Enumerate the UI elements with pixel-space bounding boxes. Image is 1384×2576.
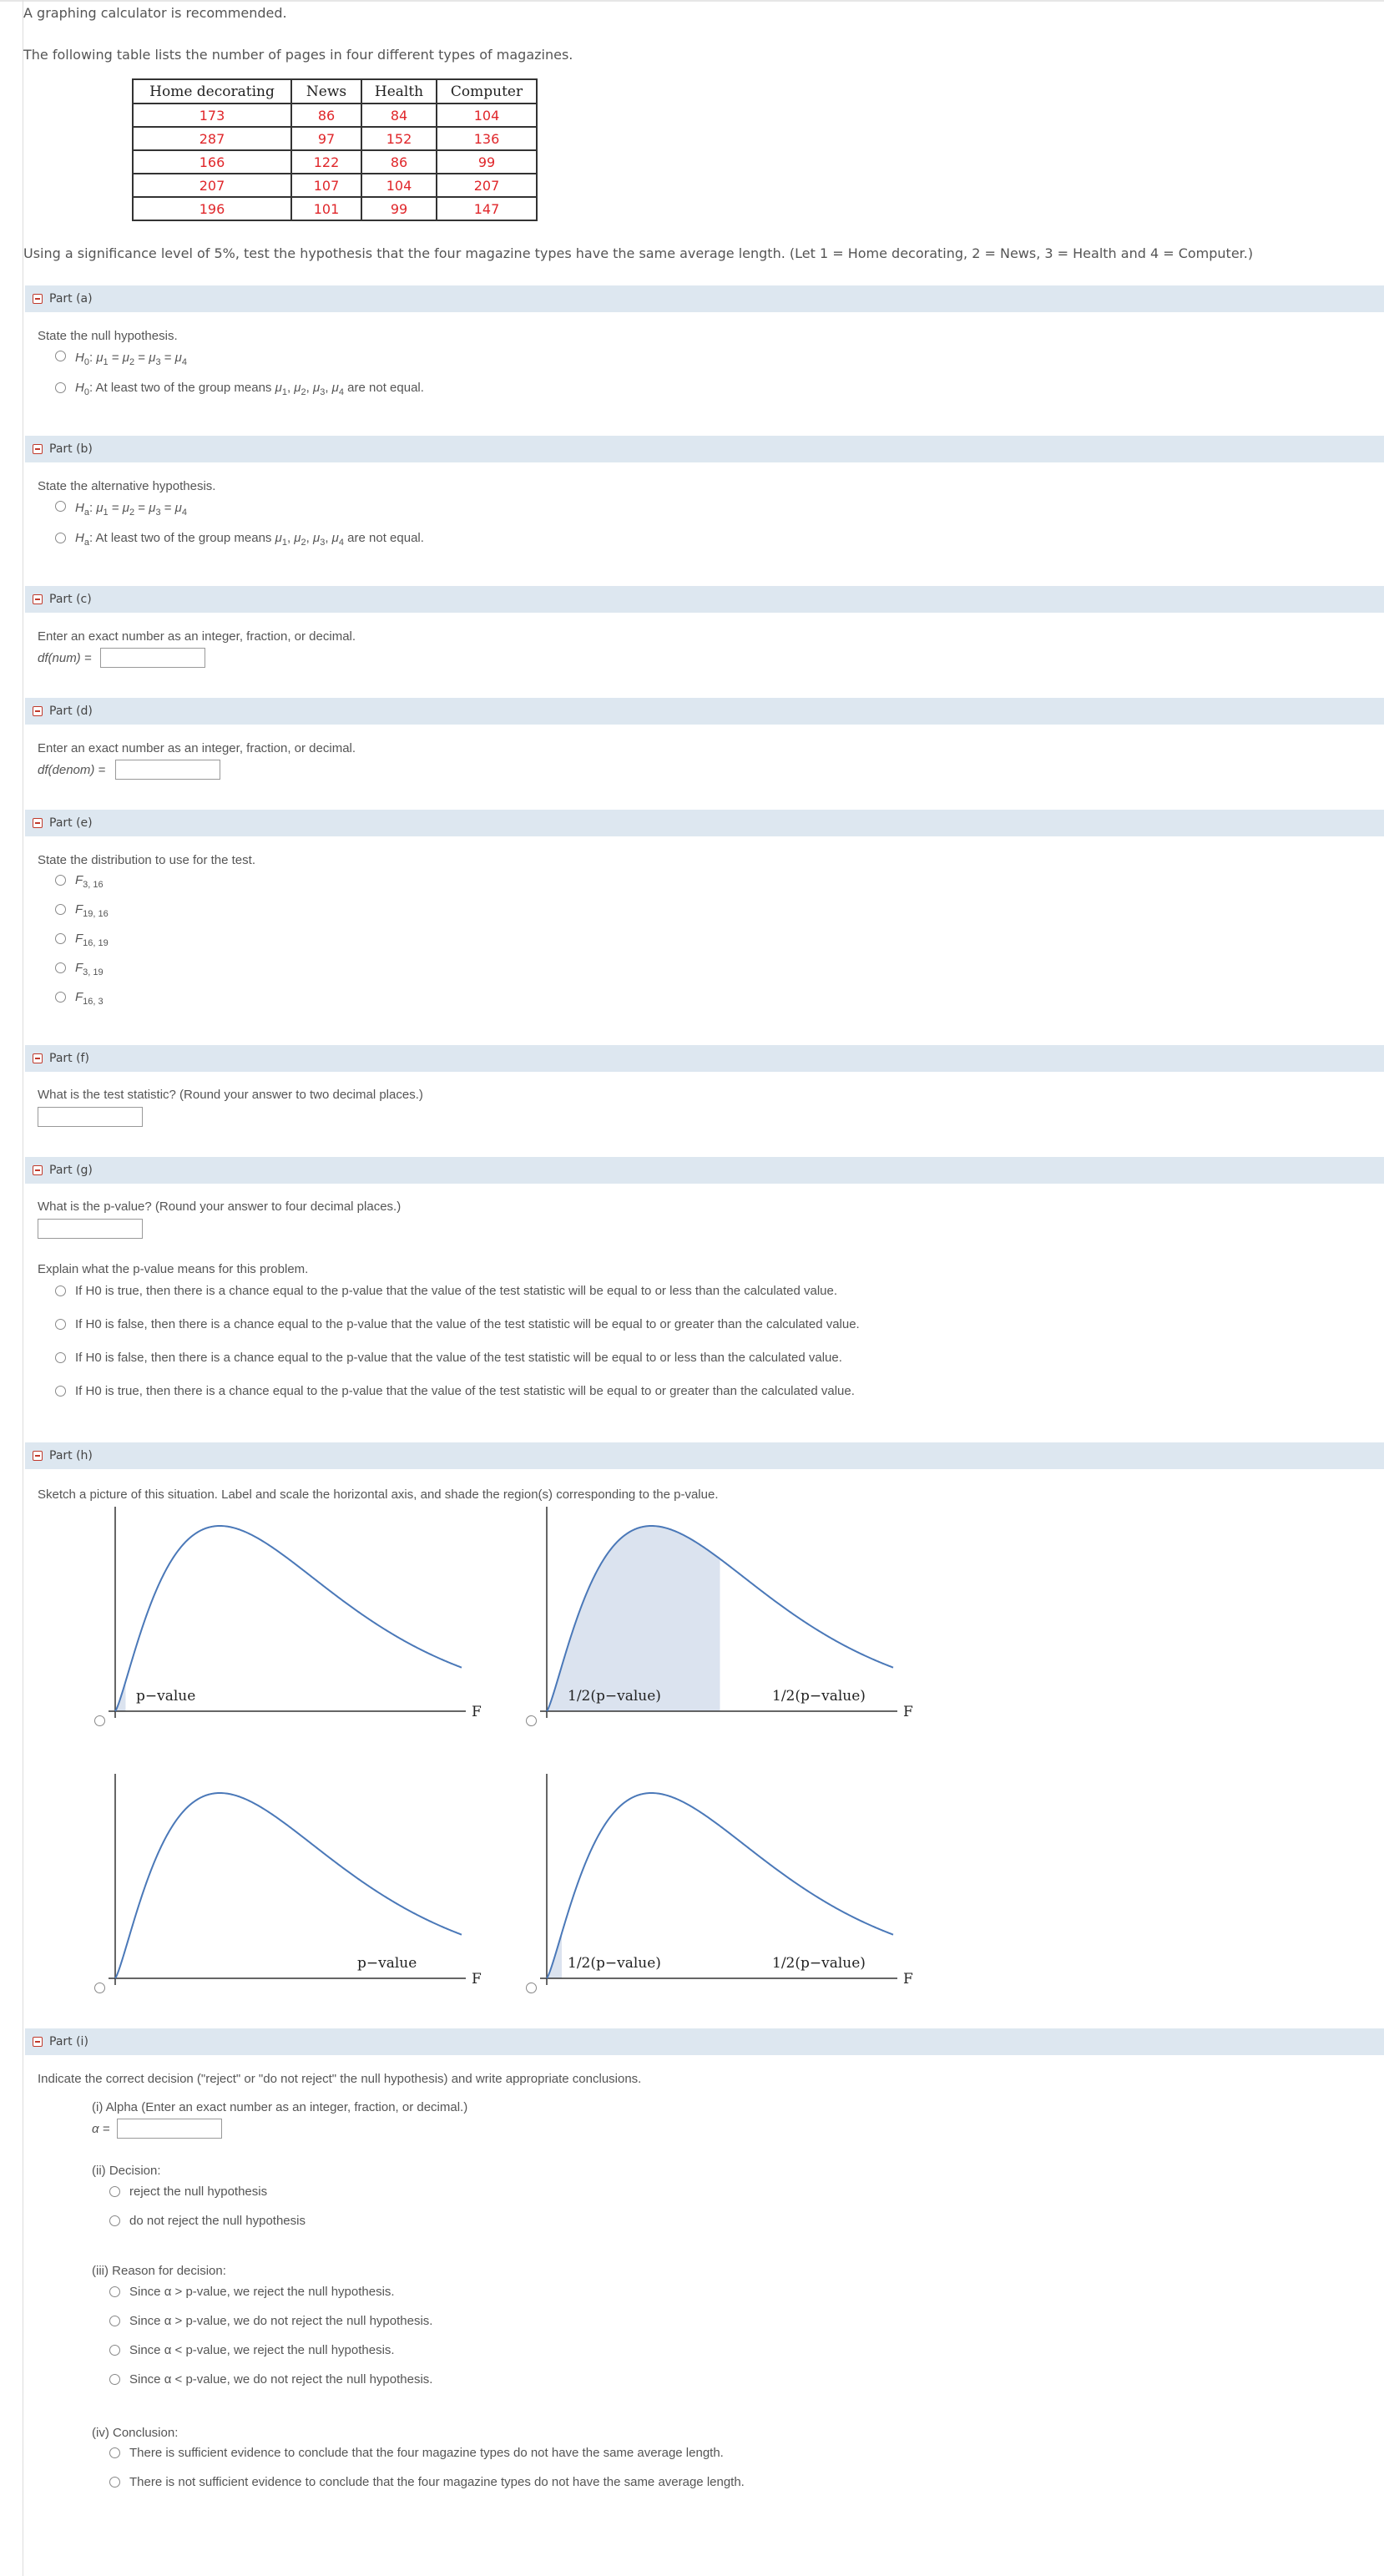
- radio-a-1[interactable]: [55, 351, 66, 361]
- graph-right-tail: [107, 1770, 491, 1995]
- df-denom-input[interactable]: [115, 760, 220, 780]
- col-header-home: Home decorating: [133, 79, 291, 104]
- collapse-icon[interactable]: [33, 1165, 43, 1175]
- option-e-4: $F_{3, 19}$: [75, 961, 104, 977]
- table-row: [133, 104, 537, 127]
- part-c-header[interactable]: [25, 586, 1384, 613]
- radio-g-3[interactable]: [55, 1352, 66, 1363]
- collapse-icon[interactable]: [33, 1451, 43, 1461]
- test-statistic-input[interactable]: [38, 1107, 143, 1127]
- part-c-prompt: Enter an exact number as an integer, fraction, or decimal.: [38, 629, 356, 644]
- part-title: Part (e): [49, 816, 93, 830]
- alpha-input[interactable]: [117, 2119, 222, 2139]
- part-a-prompt: State the null hypothesis.: [38, 329, 178, 343]
- part-h-prompt: Sketch a picture of this situation. Label and scale the horizontal axis, and shade the region(s) corresponding to the p-value.: [38, 1488, 719, 1502]
- table-cell: 196: [133, 197, 291, 220]
- part-title: Part (f): [49, 1052, 89, 1065]
- option-e-5: $F_{16, 3}$: [75, 990, 104, 1007]
- p-value-label: p−value: [136, 1688, 196, 1705]
- decision-option-2: do not reject the null hypothesis: [129, 2214, 306, 2228]
- table-row: [133, 150, 537, 174]
- radio-reason-2[interactable]: [109, 2316, 120, 2326]
- conclusion-label: (iv) Conclusion:: [92, 2426, 179, 2440]
- table-cell: 99: [361, 197, 437, 220]
- radio-decision-1[interactable]: [109, 2186, 120, 2197]
- radio-g-2[interactable]: [55, 1319, 66, 1330]
- option-b-2: $H_a$: At least two of the group means $\mu_1$, $\mu_2$, $\mu_3$, $\mu_4$ are not equal.: [75, 531, 424, 548]
- graph-two-tail-narrow: [538, 1770, 922, 1995]
- alpha-label: (i) Alpha (Enter an exact number as an integer, fraction, or decimal.): [92, 2100, 468, 2114]
- density-curve: [115, 1793, 462, 1978]
- part-i-prompt: Indicate the correct decision ("reject" or "do not reject" the null hypothesis) and write appropriate conclusions.: [38, 2072, 642, 2086]
- collapse-icon[interactable]: [33, 294, 43, 304]
- table-intro: The following table lists the number of pages in four different types of magazines.: [23, 47, 573, 63]
- radio-b-2[interactable]: [55, 533, 66, 543]
- part-e-prompt: State the distribution to use for the test.: [38, 853, 255, 867]
- option-g-1: If H0 is true, then there is a chance equal to the p-value that the value of the test statistic will be equal to or less than the calculated value.: [75, 1284, 838, 1298]
- option-b-1: $H_a$: $\mu_1 = \mu_2 = \mu_3 = \mu_4$: [75, 501, 188, 518]
- reason-option-3: Since α < p-value, we reject the null hypothesis.: [129, 2343, 395, 2357]
- table-cell: 104: [361, 174, 437, 197]
- option-a-1: $H_0$: $\mu_1 = \mu_2 = \mu_3 = \mu_4$: [75, 351, 188, 367]
- axis-label-f: F: [903, 1704, 913, 1720]
- part-g-header[interactable]: [25, 1157, 1384, 1184]
- p-value-explain-prompt: Explain what the p-value means for this problem.: [38, 1262, 309, 1276]
- reason-option-4: Since α < p-value, we do not reject the null hypothesis.: [129, 2372, 433, 2387]
- question-text: Using a significance level of 5%, test the hypothesis that the four magazine types have the same average length. (Let 1 = Home decorating, 2 = News, 3 = Health and 4 = Computer.): [23, 245, 1254, 261]
- table-cell: 122: [291, 150, 361, 174]
- table-cell: 207: [133, 174, 291, 197]
- part-title: Part (c): [49, 593, 92, 606]
- decision-option-1: reject the null hypothesis: [129, 2185, 268, 2199]
- radio-reason-4[interactable]: [109, 2374, 120, 2385]
- table-cell: 147: [437, 197, 537, 220]
- table-cell: 97: [291, 127, 361, 150]
- option-g-4: If H0 is true, then there is a chance equal to the p-value that the value of the test statistic will be equal to or greater than the calculated value.: [75, 1384, 855, 1398]
- radio-g-1[interactable]: [55, 1285, 66, 1296]
- option-e-1: $F_{3, 16}$: [75, 873, 104, 890]
- table-row: [133, 127, 537, 150]
- radio-conclusion-2[interactable]: [109, 2477, 120, 2488]
- reason-option-1: Since α > p-value, we reject the null hypothesis.: [129, 2285, 395, 2299]
- option-e-2: $F_{19, 16}$: [75, 902, 109, 919]
- table-cell: 136: [437, 127, 537, 150]
- radio-reason-3[interactable]: [109, 2345, 120, 2356]
- part-title: Part (d): [49, 705, 93, 718]
- decision-label: (ii) Decision:: [92, 2164, 161, 2178]
- part-f-header[interactable]: [25, 1045, 1384, 1072]
- graph-left-tail: [107, 1503, 491, 1728]
- part-e-header[interactable]: [25, 810, 1384, 836]
- table-cell: 86: [291, 104, 361, 127]
- collapse-icon[interactable]: [33, 444, 43, 454]
- density-curve: [115, 1526, 462, 1711]
- radio-a-2[interactable]: [55, 382, 66, 393]
- part-b-header[interactable]: [25, 436, 1384, 462]
- collapse-icon[interactable]: [33, 706, 43, 716]
- density-curve: [547, 1793, 893, 1978]
- collapse-icon[interactable]: [33, 818, 43, 828]
- reason-option-2: Since α > p-value, we do not reject the null hypothesis.: [129, 2314, 433, 2328]
- p-value-label: p−value: [357, 1955, 417, 1972]
- col-header-health: Health: [361, 79, 437, 104]
- table-cell: 207: [437, 174, 537, 197]
- radio-b-1[interactable]: [55, 501, 66, 512]
- collapse-icon[interactable]: [33, 594, 43, 604]
- table-cell: 101: [291, 197, 361, 220]
- radio-e-4[interactable]: [55, 962, 66, 973]
- option-e-3: $F_{16, 19}$: [75, 932, 109, 948]
- table-cell: 173: [133, 104, 291, 127]
- shaded-region: [547, 1526, 720, 1711]
- part-title: Part (b): [49, 442, 93, 456]
- radio-e-3[interactable]: [55, 933, 66, 944]
- conclusion-option-1: There is sufficient evidence to conclude that the four magazine types do not have the same average length.: [129, 2446, 724, 2460]
- option-g-2: If H0 is false, then there is a chance equal to the p-value that the value of the test statistic will be equal to or greater than the calculated value.: [75, 1317, 860, 1331]
- magazine-table: [132, 78, 538, 221]
- axis-label-f: F: [903, 1971, 913, 1988]
- table-cell: 152: [361, 127, 437, 150]
- half-p-value-label-right: 1/2(p−value): [772, 1955, 866, 1972]
- col-header-news: News: [291, 79, 361, 104]
- radio-graph-3[interactable]: [94, 1983, 105, 1993]
- reason-label: (iii) Reason for decision:: [92, 2264, 226, 2278]
- option-a-2: $H_0$: At least two of the group means $\mu_1$, $\mu_2$, $\mu_3$, $\mu_4$ are not equal.: [75, 381, 424, 397]
- radio-graph-2[interactable]: [526, 1715, 537, 1726]
- col-header-computer: Computer: [437, 79, 537, 104]
- radio-conclusion-1[interactable]: [109, 2447, 120, 2458]
- radio-e-1[interactable]: [55, 875, 66, 886]
- table-cell: 287: [133, 127, 291, 150]
- calculator-note: A graphing calculator is recommended.: [23, 5, 287, 21]
- df-denom-label: df(denom) =: [38, 763, 106, 777]
- part-d-prompt: Enter an exact number as an integer, fraction, or decimal.: [38, 741, 356, 755]
- alpha-field-label: α =: [92, 2122, 110, 2136]
- top-rule: [0, 0, 1384, 2]
- axis-label-f: F: [472, 1971, 482, 1988]
- radio-graph-1[interactable]: [94, 1715, 105, 1726]
- half-p-value-label-left: 1/2(p−value): [568, 1955, 661, 1972]
- collapse-icon[interactable]: [33, 1053, 43, 1063]
- part-title: Part (i): [49, 2035, 88, 2048]
- option-g-3: If H0 is false, then there is a chance equal to the p-value that the value of the test statistic will be equal to or less than the calculated value.: [75, 1351, 842, 1365]
- radio-g-4[interactable]: [55, 1386, 66, 1397]
- part-title: Part (h): [49, 1449, 93, 1462]
- df-num-input[interactable]: [100, 648, 205, 668]
- axis-label-f: F: [472, 1704, 482, 1720]
- graph-two-tail-wide: [538, 1503, 922, 1728]
- radio-e-2[interactable]: [55, 904, 66, 915]
- df-num-label: df(num) =: [38, 651, 92, 665]
- half-p-value-label-left: 1/2(p−value): [568, 1688, 661, 1705]
- part-h-header[interactable]: [25, 1442, 1384, 1469]
- conclusion-option-2: There is not sufficient evidence to conclude that the four magazine types do not have the same average length.: [129, 2475, 745, 2489]
- part-title: Part (g): [49, 1164, 93, 1177]
- part-d-header[interactable]: [25, 698, 1384, 725]
- table-row: [133, 174, 537, 197]
- radio-e-5[interactable]: [55, 992, 66, 1003]
- radio-decision-2[interactable]: [109, 2215, 120, 2226]
- p-value-input[interactable]: [38, 1219, 143, 1239]
- table-cell: 84: [361, 104, 437, 127]
- table-cell: 86: [361, 150, 437, 174]
- part-g-prompt: What is the p-value? (Round your answer to four decimal places.): [38, 1200, 402, 1214]
- part-a-header[interactable]: [25, 285, 1384, 312]
- half-p-value-label-right: 1/2(p−value): [772, 1688, 866, 1705]
- collapse-icon[interactable]: [33, 2037, 43, 2047]
- table-cell: 104: [437, 104, 537, 127]
- table-row: [133, 197, 537, 220]
- part-title: Part (a): [49, 292, 93, 306]
- table-cell: 166: [133, 150, 291, 174]
- part-b-prompt: State the alternative hypothesis.: [38, 479, 216, 493]
- table-header-row: [133, 79, 537, 104]
- part-i-header[interactable]: [25, 2028, 1384, 2055]
- radio-graph-4[interactable]: [526, 1983, 537, 1993]
- part-f-prompt: What is the test statistic? (Round your answer to two decimal places.): [38, 1088, 423, 1102]
- table-cell: 99: [437, 150, 537, 174]
- table-cell: 107: [291, 174, 361, 197]
- radio-reason-1[interactable]: [109, 2286, 120, 2297]
